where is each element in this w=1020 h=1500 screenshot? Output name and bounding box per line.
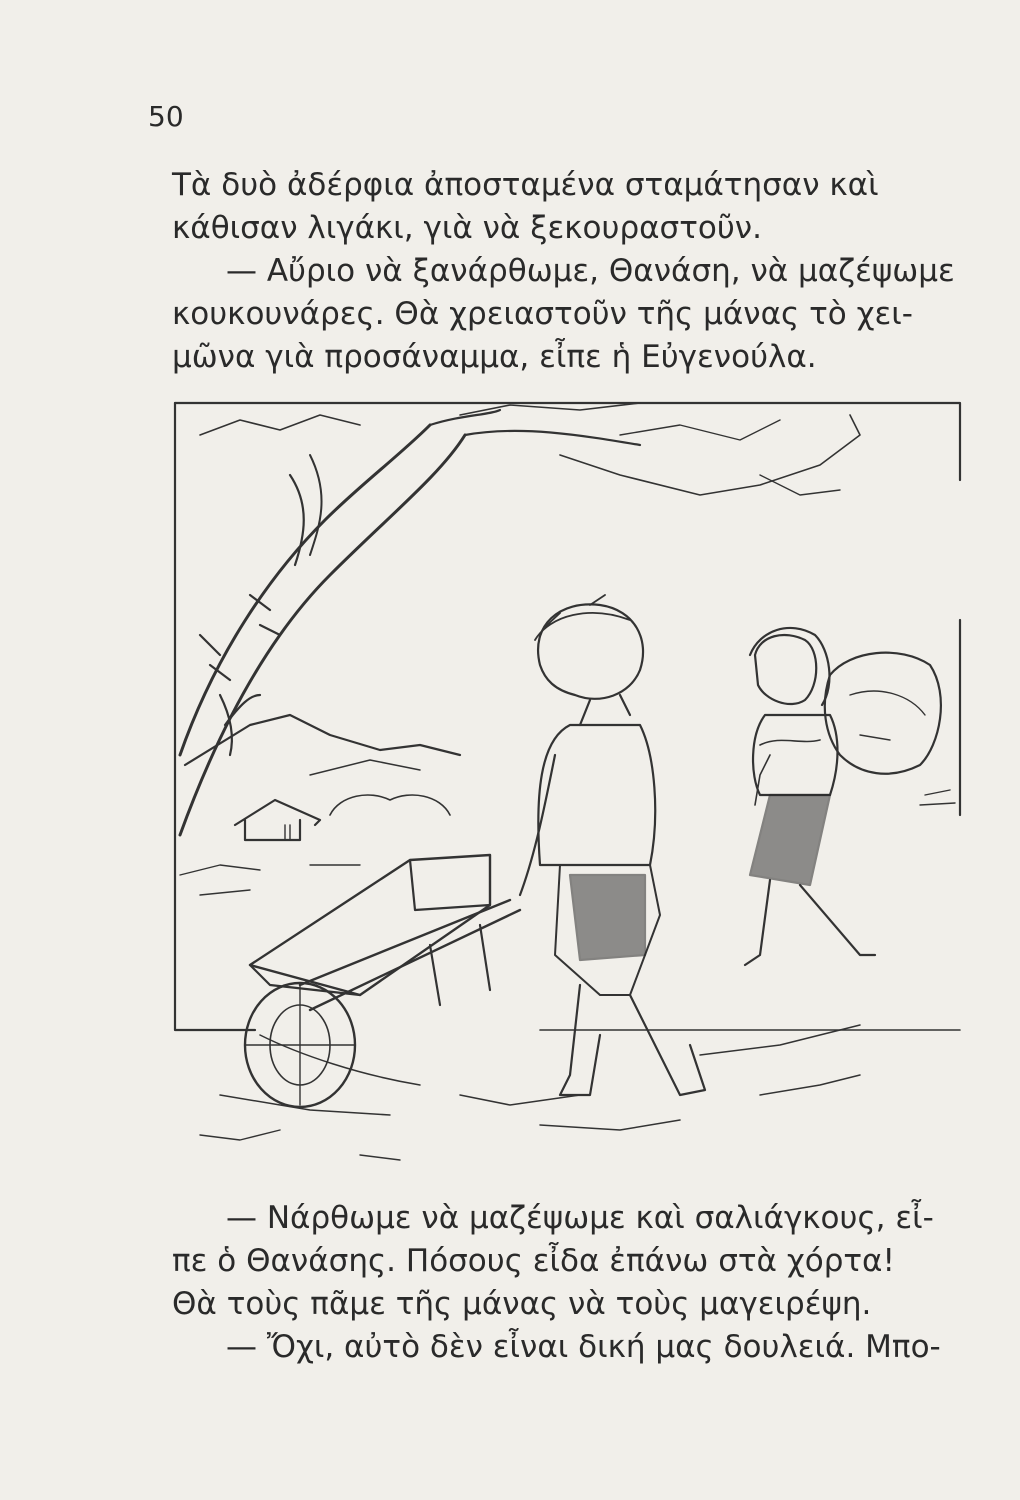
text-line: πε ὁ Θανάσης. Πόσους εἶδα ἐπάνω στὰ χόρτα! xyxy=(172,1243,895,1279)
text-line: Θὰ τοὺς πᾶμε τῆς μάνας νὰ τοὺς μαγειρέψη. xyxy=(172,1286,872,1322)
illustration-children-wheelbarrow xyxy=(160,395,980,1185)
text-line: κάθισαν λιγάκι, γιὰ νὰ ξεκουραστοῦν. xyxy=(172,210,762,246)
page-number: 50 xyxy=(148,100,184,133)
text-line: μῶνα γιὰ προσάναμμα, εἶπε ἡ Εὐγενούλα. xyxy=(172,339,817,375)
paragraph-2 xyxy=(172,250,992,379)
text-line: — Αὔριο νὰ ξανάρθωμε, Θανάση, νὰ μαζέψωμε xyxy=(226,253,955,289)
paragraph-4 xyxy=(172,1326,992,1369)
text-line: — Νάρθωμε νὰ μαζέψωμε καὶ σαλιάγκους, εἶ- xyxy=(226,1200,934,1236)
paragraph-3 xyxy=(172,1197,992,1326)
text-line: κουκουνάρες. Θὰ χρειαστοῦν τῆς μάνας τὸ χει- xyxy=(172,296,913,332)
text-line: — Ὄχι, αὐτὸ δὲν εἶναι δική μας δουλειά. Μπο- xyxy=(226,1329,941,1365)
text-line: Τὰ δυὸ ἀδέρφια ἀποσταμένα σταμάτησαν καὶ xyxy=(172,167,879,203)
paragraph-1 xyxy=(172,164,992,250)
